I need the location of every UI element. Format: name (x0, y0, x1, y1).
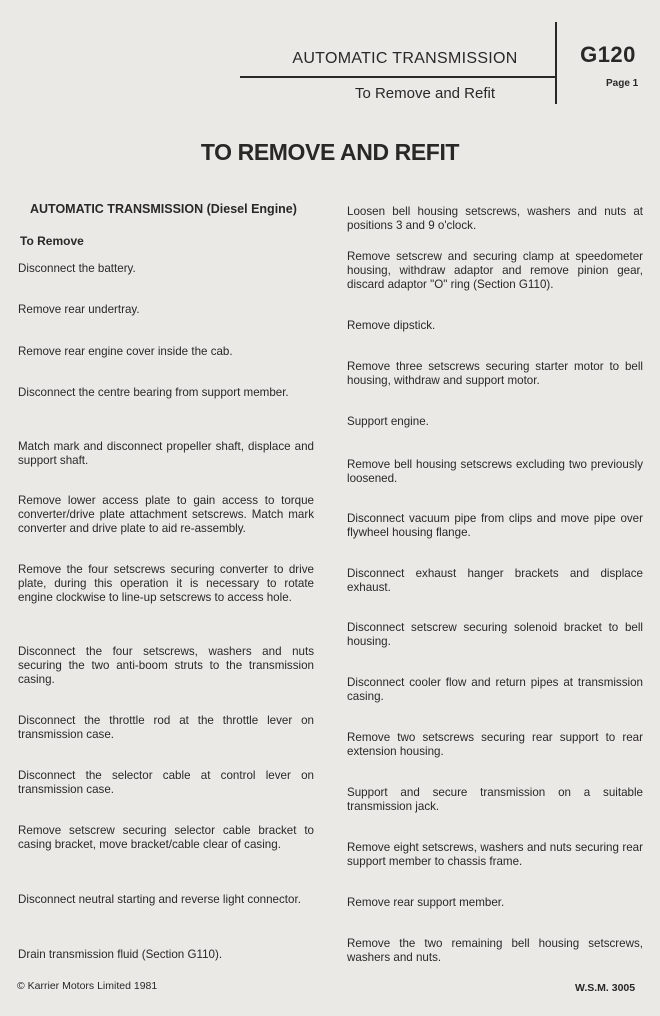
right-step: Remove rear support member. (347, 896, 505, 909)
header-vertical-rule (555, 22, 557, 104)
left-step: Drain transmission fluid (Section G110). (18, 948, 223, 961)
right-step: Remove two setscrews securing rear support to rear extension housing. (347, 731, 643, 758)
section-code: G120 (580, 42, 636, 67)
left-step: Remove rear undertray. (18, 303, 140, 316)
right-step: Disconnect vacuum pipe from clips and move pipe over flywheel housing flange. (347, 512, 643, 539)
right-step: Disconnect exhaust hanger brackets and displace exhaust. (347, 567, 643, 594)
right-step: Support and secure transmission on a suitable transmission jack. (347, 786, 643, 813)
right-step: Remove setscrew and securing clamp at speedometer housing, withdraw adaptor and remove pinion gear, discard adaptor "O" ring (Section G110). (347, 250, 643, 291)
header-horizontal-rule (240, 76, 556, 78)
left-step: Disconnect the selector cable at control lever on transmission case. (18, 769, 314, 796)
document-reference: W.S.M. 3005 (575, 982, 636, 994)
right-step: Remove three setscrews securing starter motor to bell housing, withdraw and support motor. (347, 360, 643, 387)
left-step: Disconnect neutral starting and reverse light connector. (18, 893, 301, 906)
header-title: AUTOMATIC TRANSMISSION (292, 50, 518, 67)
section-heading: AUTOMATIC TRANSMISSION (Diesel Engine) (30, 202, 297, 216)
right-step: Remove eight setscrews, washers and nuts securing rear support member to chassis frame. (347, 841, 643, 868)
copyright-footer: © Karrier Motors Limited 1981 (17, 980, 158, 992)
left-step: Remove the four setscrews securing converter to drive plate, during this operation it is necessary to rotate engine clockwise to line-up setscrews to access hole. (18, 563, 314, 604)
left-step: Remove rear engine cover inside the cab. (18, 345, 233, 358)
page-title: TO REMOVE AND REFIT (200, 139, 460, 165)
right-step: Loosen bell housing setscrews, washers and nuts at positions 3 and 9 o'clock. (347, 205, 643, 232)
left-step: Disconnect the battery. (18, 262, 136, 275)
page-label: Page 1 (606, 78, 639, 89)
left-step: Remove setscrew securing selector cable bracket to casing bracket, move bracket/cable clear of casing. (18, 824, 314, 851)
subheading: To Remove (20, 234, 84, 248)
header-subtitle: To Remove and Refit (354, 85, 496, 102)
right-step: Disconnect cooler flow and return pipes at transmission casing. (347, 676, 643, 703)
left-step: Match mark and disconnect propeller shaft, displace and support shaft. (18, 440, 314, 467)
right-step: Remove dipstick. (347, 319, 436, 332)
left-step: Remove lower access plate to gain access to torque converter/drive plate attachment setscrews. Match mark converter and drive plate to aid re-assembly. (18, 494, 314, 535)
right-step: Remove bell housing setscrews excluding two previously loosened. (347, 458, 643, 485)
left-step: Disconnect the four setscrews, washers and nuts securing the two anti-boom struts to the transmission casing. (18, 645, 314, 686)
left-step: Disconnect the centre bearing from support member. (18, 386, 289, 399)
left-step: Disconnect the throttle rod at the throttle lever on transmission case. (18, 714, 314, 741)
right-step: Disconnect setscrew securing solenoid bracket to bell housing. (347, 621, 643, 648)
right-step: Remove the two remaining bell housing setscrews, washers and nuts. (347, 937, 643, 964)
right-step: Support engine. (347, 415, 429, 428)
